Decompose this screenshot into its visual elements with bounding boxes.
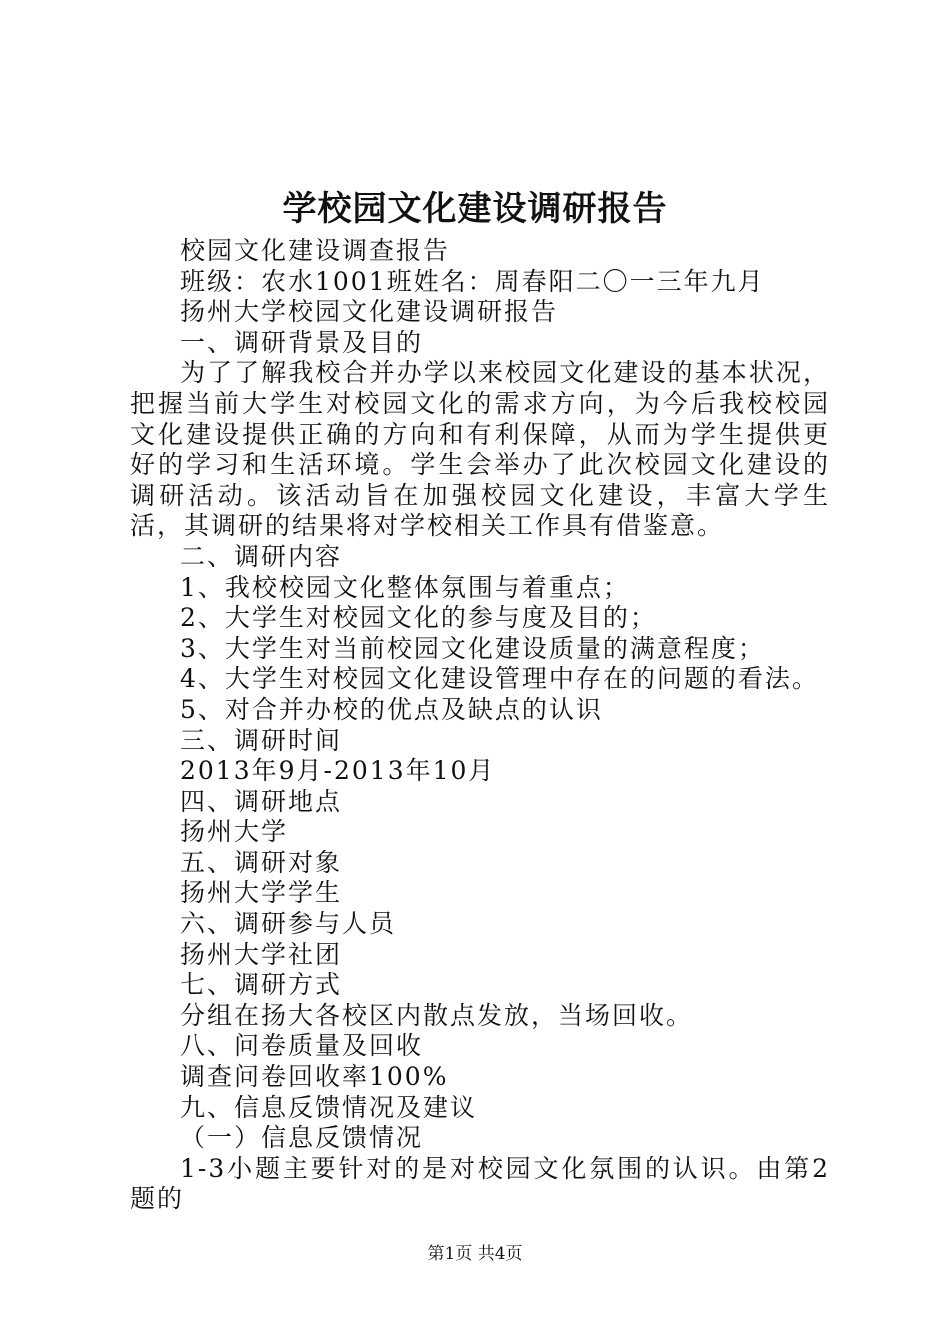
survey-time-value: 2013年9月-2013年10月 <box>180 756 496 786</box>
subsection-heading-feedback: （一）信息反馈情况 <box>180 1123 424 1153</box>
document-title: 学校园文化建设调研报告 <box>282 189 668 229</box>
survey-quality-value: 调查问卷回收率100% <box>180 1062 449 1092</box>
list-item-2: 2、大学生对校园文化的参与度及目的； <box>180 603 657 633</box>
line-report-title: 扬州大学校园文化建设调研报告 <box>180 297 559 327</box>
page-footer: 第1页 共4页 <box>427 1244 523 1264</box>
section-heading-content: 二、调研内容 <box>180 541 343 571</box>
section-heading-method: 七、调研方式 <box>180 970 343 1000</box>
section-heading-location: 四、调研地点 <box>180 786 343 816</box>
list-item-4: 4、大学生对校园文化建设管理中存在的问题的看法。 <box>180 664 819 694</box>
section-heading-background: 一、调研背景及目的 <box>180 327 424 357</box>
paragraph-background: 为了了解我校合并办学以来校园文化建设的基本状况，把握当前大学生对校园文化的需求方向，为今后我校校园文化建设提供正确的方向和有利保障，从而为学生提供更好的学习和生活环境。学生会举办了此次校园文化建设的调研活动。该活动旨在加强校园文化建设，丰富大学生活，其调研的结果将对学校相关工作具有借鉴意。 <box>130 358 830 541</box>
line-author-info: 班级：农水1001班姓名：周春阳二〇一三年九月 <box>180 266 765 296</box>
survey-participants-value: 扬州大学社团 <box>180 939 343 969</box>
survey-location-value: 扬州大学 <box>180 817 289 847</box>
list-item-5: 5、对合并办校的优点及缺点的认识 <box>180 694 603 724</box>
section-heading-quality: 八、问卷质量及回收 <box>180 1031 424 1061</box>
paragraph-feedback: 1-3小题主要针对的是对校园文化氛围的认识。由第2题的 <box>130 1153 830 1214</box>
line-report-name: 校园文化建设调查报告 <box>180 236 451 265</box>
list-item-3: 3、大学生对当前校园文化建设质量的满意程度； <box>180 633 765 663</box>
survey-method-value: 分组在扬大各校区内散点发放，当场回收。 <box>180 1000 694 1030</box>
section-heading-subjects: 五、调研对象 <box>180 847 343 877</box>
section-heading-participants: 六、调研参与人员 <box>180 909 397 939</box>
section-heading-feedback: 九、信息反馈情况及建议 <box>180 1092 478 1122</box>
section-heading-time: 三、调研时间 <box>180 725 343 755</box>
document-body <box>130 236 830 1215</box>
list-item-1: 1、我校校园文化整体氛围与着重点； <box>180 572 630 602</box>
survey-subjects-value: 扬州大学学生 <box>180 878 343 908</box>
